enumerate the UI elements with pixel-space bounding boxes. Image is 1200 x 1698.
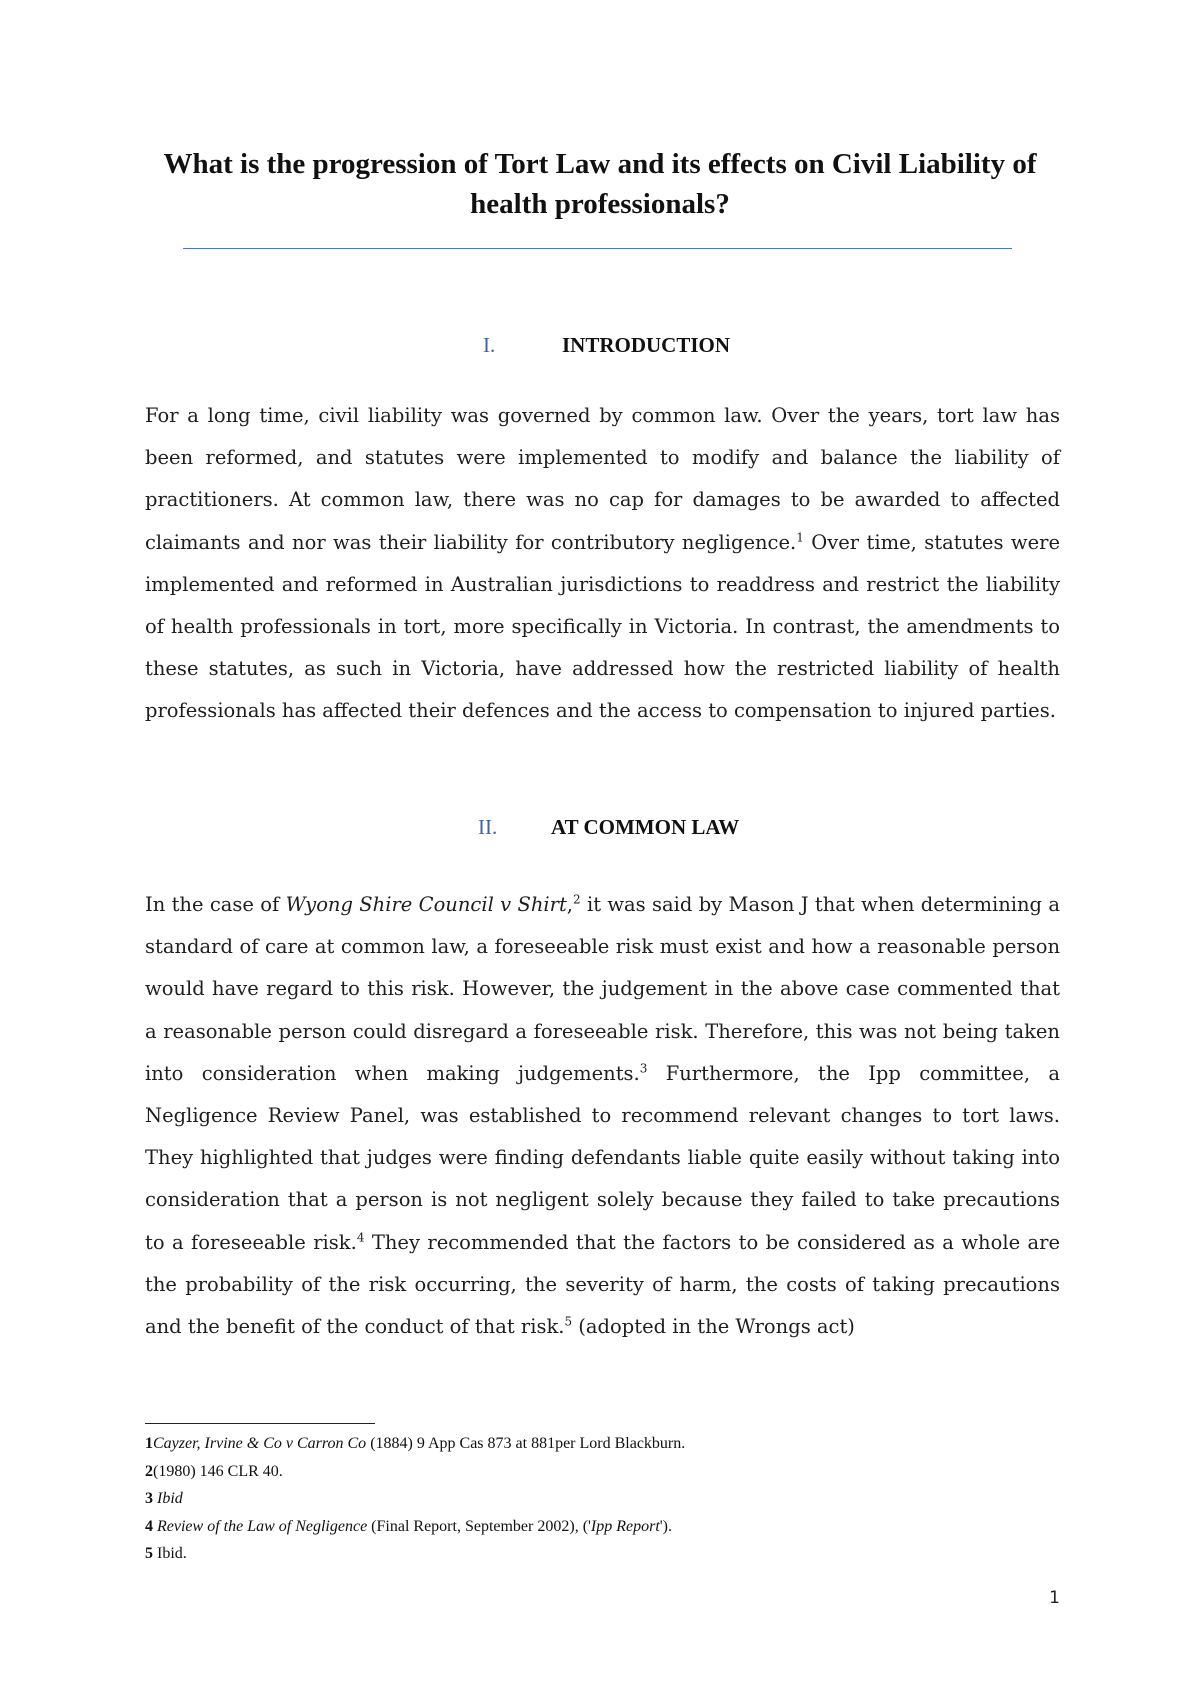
text-run: ').	[659, 1517, 672, 1535]
text-run: (1980) 146 CLR 40.	[153, 1462, 283, 1480]
footnote-separator	[145, 1423, 375, 1424]
footnote-reference: 2	[573, 892, 581, 907]
footnote-number: 3	[145, 1490, 153, 1507]
text-run: For a long time, civil liability was governed by common law. Over the years, tort law has been reformed, and statutes were implemented to modify and balance the liability of practitioners. At common law, there was no cap for damages to be awarded to affected claimants and nor was their liability for contributory negligence.	[145, 404, 1060, 554]
common-law-paragraph	[145, 884, 1060, 1348]
footnote-item	[145, 1458, 1045, 1486]
footnote-item	[145, 1485, 1045, 1513]
footnote-number: 2	[145, 1462, 153, 1480]
footnote-item	[145, 1513, 1045, 1541]
text-run: Ibid.	[153, 1545, 187, 1562]
footnote-item	[145, 1430, 1045, 1458]
footnote-number: 1	[145, 1435, 153, 1452]
text-run: They recommended that the factors to be considered as a whole are the probability of the risk occurring, the severity of harm, the costs of taking precautions and the benefit of the conduct of that risk.	[145, 1230, 1061, 1339]
footnote-item	[145, 1540, 1045, 1568]
footnote-number: 4	[145, 1517, 153, 1535]
italic-citation: Review of the Law of Negligence	[157, 1517, 368, 1535]
title-underline	[183, 248, 1012, 249]
text-run: (1884) 9 App Cas 873 at 881per Lord Blackburn.	[366, 1435, 686, 1452]
footnotes	[145, 1430, 1045, 1568]
text-run: (adopted in the Wrongs act)	[572, 1315, 855, 1339]
text-run: Over time, statutes were implemented and reformed in Australian jurisdictions to readdress and restrict the liability of health professionals in tort, more specifically in Victoria. In contrast, the amendments to these statutes, as such in Victoria, have addressed how the restricted liability of health professionals has affected their defences and the access to compensation to injured parties.	[145, 530, 1060, 723]
footnote-reference: 4	[356, 1230, 365, 1245]
section-number: I.	[483, 333, 496, 357]
section-title: INTRODUCTION	[562, 333, 731, 357]
text-run: In the case of	[145, 893, 286, 916]
footnote-reference: 5	[564, 1314, 573, 1329]
text-run: (Final Report, September 2002), ('	[367, 1517, 591, 1535]
italic-citation: Ipp Report	[590, 1517, 660, 1535]
italic-citation: Cayzer, Irvine & Co v Carron Co	[153, 1435, 367, 1452]
document-title: What is the progression of Tort Law and its effects on Civil Liability of health professionals?	[163, 148, 1037, 220]
footnote-reference: 1	[796, 530, 804, 545]
italic-citation: Wyong Shire Council v Shirt	[285, 893, 567, 916]
section-title: AT COMMON LAW	[551, 815, 740, 839]
section-number: II.	[478, 815, 498, 839]
text-run: ,	[566, 893, 573, 916]
introduction-paragraph	[145, 395, 1060, 733]
page-number: 1	[1049, 1588, 1060, 1608]
text-run: Furthermore, the Ipp committee, a Negligence Review Panel, was established to recommend relevant changes to tort laws. They highlighted that judges were finding defendants liable quite easily without taking into consideration that a person is not negligent solely because they failed to take precautions to a foreseeable risk.	[145, 1061, 1060, 1254]
italic-citation: Ibid	[157, 1490, 183, 1507]
footnote-number: 5	[145, 1545, 153, 1562]
footnote-reference: 3	[639, 1061, 648, 1076]
text-run: it was said by Mason J that when determining a standard of care at common law, a foreseeable risk must exist and how a reasonable person would have regard to this risk. However, the judgement in the above case commented that a reasonable person could disregard a foreseeable risk. Therefore, this was not being taken into consideration when making judgements.	[145, 893, 1060, 1085]
